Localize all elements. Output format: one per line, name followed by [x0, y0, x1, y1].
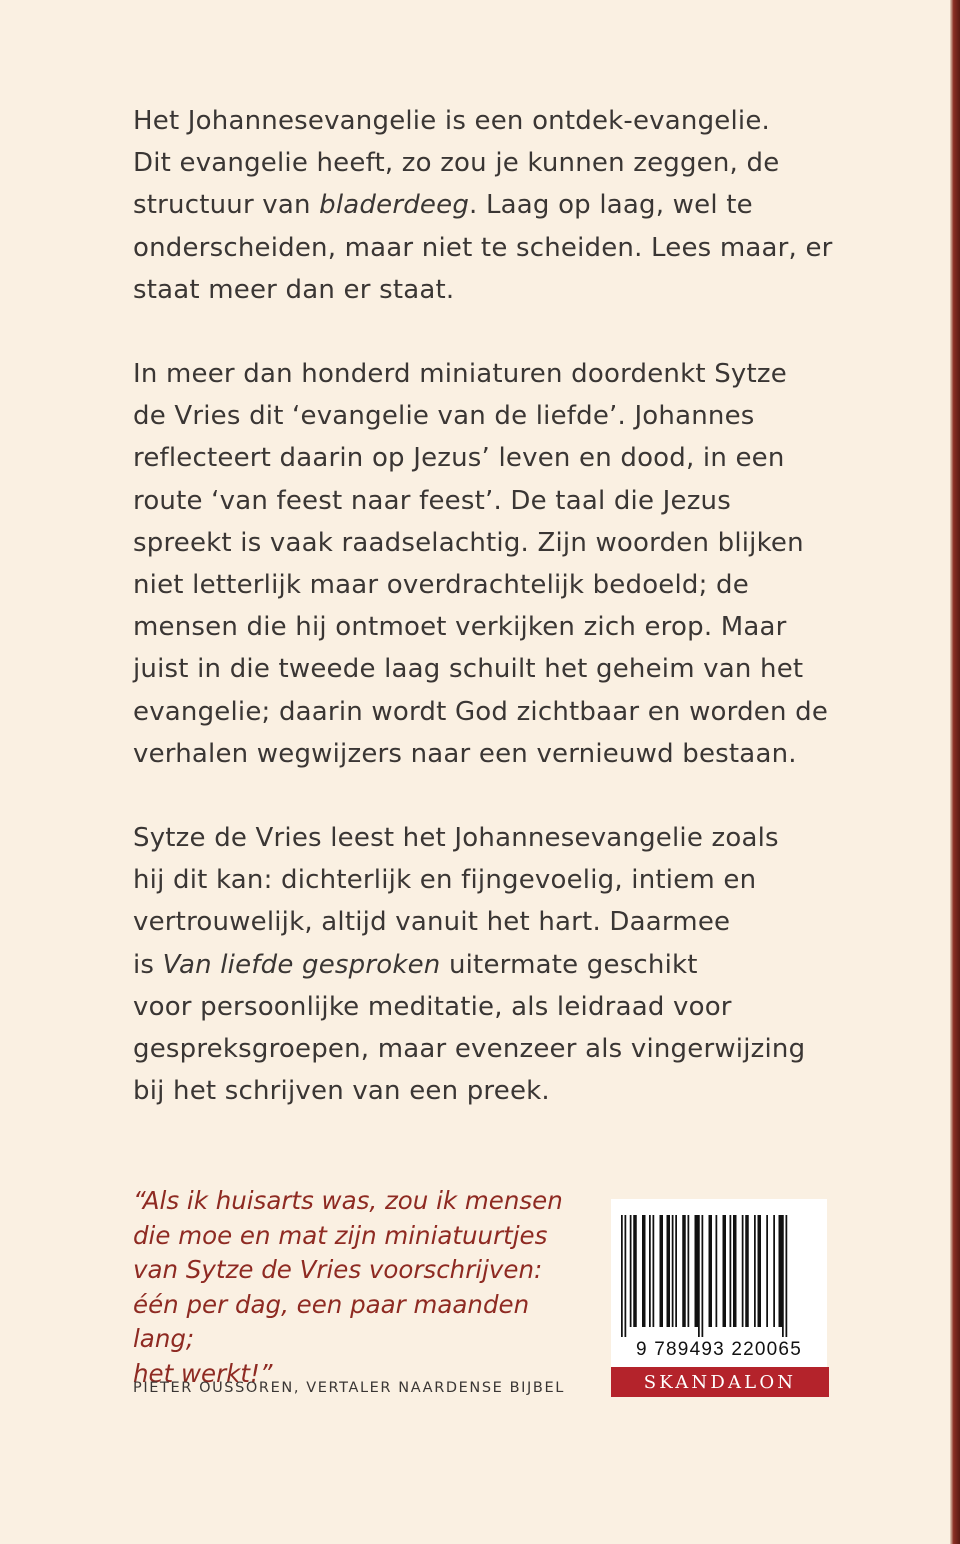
barcode-bar	[786, 1215, 788, 1337]
p1-text-a: Het Johannesevangelie is een ontdek-evangelie. Dit evangelie heeft, zo zou je kunnen zeggen, de structuur van	[133, 106, 780, 221]
barcode-bar	[773, 1215, 775, 1327]
spine-edge	[950, 0, 960, 1544]
barcode-bar	[754, 1215, 756, 1327]
barcode-bar	[672, 1215, 674, 1327]
endorsement-quote: “Als ik huisarts was, zou ik mensen die moe en mat zijn miniatuurtjes van Sytze de Vries voorschrijven: één per dag, een paar maanden lang; het werkt!”	[133, 1186, 563, 1388]
blurb	[133, 100, 833, 1154]
barcode-number: 9 789493 220065	[636, 1339, 802, 1360]
blurb-paragraph-1	[133, 100, 833, 311]
barcode-bar	[730, 1215, 732, 1327]
publisher-logo: SKANDALON	[611, 1367, 829, 1397]
barcode-bar	[758, 1215, 762, 1327]
p1-text-b: . Laag op laag, wel te onderscheiden, maar niet te scheiden. Lees maar, er staat meer dan er staat.	[133, 190, 833, 305]
barcode-bar	[698, 1215, 700, 1337]
blurb-paragraph-3	[133, 817, 833, 1112]
barcode-bar	[779, 1215, 783, 1327]
barcode-bar	[716, 1215, 718, 1327]
barcode-bar	[642, 1215, 646, 1327]
isbn-barcode	[611, 1199, 827, 1367]
barcode-bar	[782, 1215, 784, 1337]
barcode-bar	[630, 1215, 632, 1327]
barcode-bar	[745, 1215, 749, 1327]
p3-book-title: Van liefde gesproken	[162, 949, 441, 980]
barcode-bar	[688, 1215, 690, 1327]
barcode-bar	[742, 1215, 744, 1327]
barcode-bar	[633, 1215, 637, 1327]
barcode-bar	[766, 1215, 768, 1327]
barcode-bar	[709, 1215, 713, 1327]
barcode-bar	[695, 1215, 699, 1327]
barcode-bar	[625, 1215, 627, 1337]
endorsement-attribution: PIETER OUSSOREN, VERTALER NAARDENSE BIJBEL	[133, 1380, 565, 1396]
barcode-bar	[723, 1215, 727, 1327]
barcode-bars	[611, 1199, 827, 1339]
blurb-paragraph-2: In meer dan honderd miniaturen doordenkt Sytze de Vries dit ‘evangelie van de liefde’. Johannes reflecteert daarin op Jezus’ leven en dood, in een route ‘van feest naar feest’. De taal die Jezus spreekt is vaak raadselachtig. Zijn woorden blijken niet letterlijk maar overdrachtelijk bedoeld; de mensen die hij ontmoet verkijken zich erop. Maar juist in die tweede laag schuilt het geheim van het evangelie; daarin wordt God zichtbaar en worden de verhalen wegwijzers naar een vernieuwd bestaan.	[133, 359, 829, 769]
barcode-bar	[667, 1215, 671, 1327]
barcode-bar	[660, 1215, 664, 1327]
p3-text-a: Sytze de Vries leest het Johannesevangelie zoals hij dit kan: dichterlijk en fijngevoelig, intiem en vertrouwelijk, altijd vanuit het hart. Daarmee is	[133, 823, 779, 980]
p3-text-b: uitermate geschikt voor persoonlijke meditatie, als leidraad voor gespreksgroepen, maar evenzeer als vingerwijzing bij het schrijven van een preek.	[133, 949, 806, 1107]
barcode-bar	[675, 1215, 677, 1327]
barcode-bar	[653, 1215, 655, 1327]
barcode-bar	[682, 1215, 686, 1327]
barcode-bar	[733, 1215, 737, 1327]
barcode-bar	[621, 1215, 623, 1337]
barcode-bar	[702, 1215, 704, 1337]
barcode-bar	[649, 1215, 651, 1327]
p1-emphasis: bladerdeeg	[319, 190, 470, 221]
